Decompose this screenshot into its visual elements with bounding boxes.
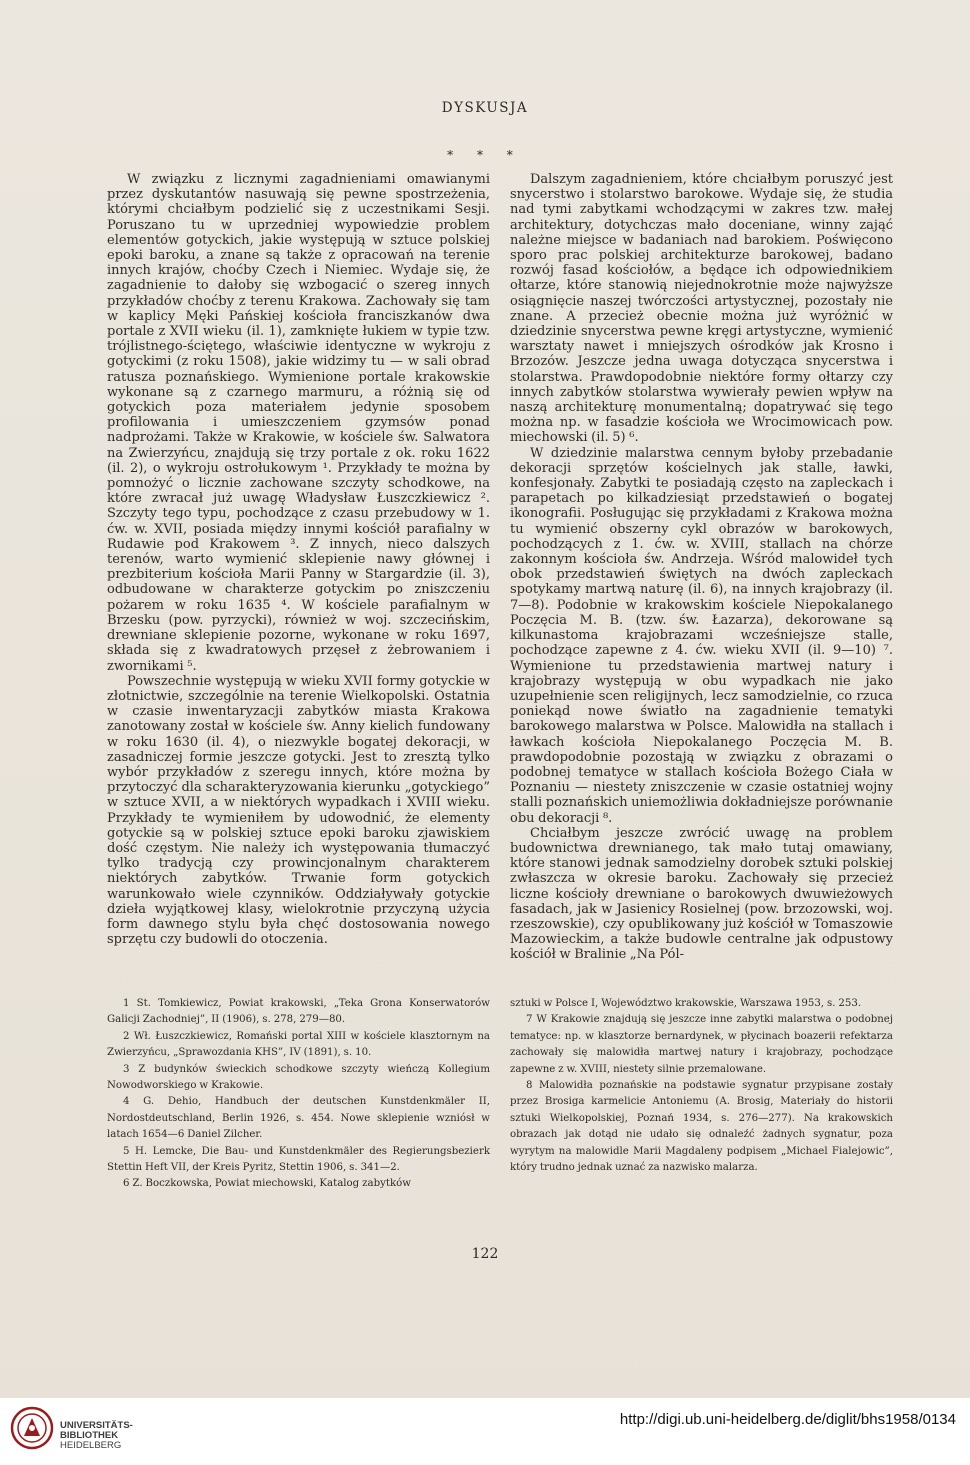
permalink-url[interactable]: http://digi.ub.uni-heidelberg.de/diglit/bhs1958/0134 (619, 1411, 956, 1428)
footnote: 7 W Krakowie znajdują się jeszcze inne zabytki malarstwa o podobnej tematyce: np. w klasztorze bernardynek, w płycinach boazerii refektarza zachowały się malowidła martwej natury i krajobrazy, pochodzące zapewne z w. XVIII, niestety silnie przemalowane. (510, 1014, 893, 1075)
footnote: 1 St. Tomkiewicz, Powiat krakowski, „Teka Grona Konserwatorów Galicji Zachodniej”, II (1906), s. 278, 279—80. (107, 998, 490, 1026)
footnotes-right (510, 996, 893, 1176)
footnote: 3 Z budynków świeckich schodkowe szczyty wieńczą Kollegium Nowodworskiego w Krakowie. (107, 1063, 490, 1092)
footnote: 5 H. Lemcke, Die Bau- und Kunstdenkmäler des Regierungsbezierk Stettin Heft VII, der Kreis Pyritz, Stettin 1906, s. 341—2. (107, 1145, 490, 1174)
footnote: 8 Malowidła poznańskie na podstawie sygnatur przypisane zostały przez Brosiga karmelicie Antoniemu (A. Brosig, Materiały do historii sztuki Wielkopolskiej, Poznań 1934, s. 276—277). Na krakowskich obrazach jak dotąd nie udało się odnaleźć żadnych sygnatur, poza wyrytym na malowidle Marii Magdaleny podpisem „Michael Fialejowic”, który trudno jednak uznać za nazwisko malarza. (510, 1080, 893, 1174)
section-separator: * * * (447, 148, 523, 162)
footnote: 4 G. Dehio, Handbuch der deutschen Kunstdenkmäler II, Nordostdeutschland, Berlin 1926, s. 454. Nowe sklepienie wzniósł w latach 1654—6 Daniel Zilcher. (107, 1096, 490, 1141)
running-header: DYSKUSJA (441, 100, 529, 116)
library-logo[interactable] (10, 1406, 210, 1456)
left-paragraph-1: W związku z licznymi zagadnieniami omawianymi przez dyskutantów nasuwają się pewne spostrzeżenia, którymi chciałbym podzielić się z uczestnikami Sesji. Poruszano tu w uprzedniej wypowiedzie problem elementów gotyckich, jakie występują w sztuce polskiej epoki baroku, a znane są także z opracowań na terenie innych krajów, choćby Czech i Niemiec. Wydaje się, że zagadnienie to dałoby się wzbogacić o szereg innych przykładów choćby z terenu Krakowa. Zachowały się tam w kaplicy Męki Pańskiej kościoła franciszkanów dwa portale z XVII wieku (il. 1), zamknięte łukiem w typie tzw. trójlistnego-ściętego, właściwie identyczne w wykroju z gotyckimi (z roku 1508), jakie widzimy tu — w sali obrad ratusza poznańskiego. Wymienione portale krakowskie wykonane są z czarnego marmuru, a różnią się od gotyckich poza materiałem jedynie sposobem profilowania i umieszczeniem gzymsów ponad nadprożami. Także w Krakowie, w kościele św. Salwatora na Zwierzyńcu, znajdują się trzy portale z ok. roku 1622 (il. 2), o wykroju ostrołukowym ¹. Przykłady te można by pomnożyć o licznie zachowane szczyty schodkowe, na które zwracał już uwagę Władysław Łuszczkiewicz ². Szczyty tego typu, pochodzące z czasu przebudowy w 1. ćw. w. XVII, posiada między innymi kościół parafialny w Rudawie pod Krakowem ³. Z innych, nieco dalszych terenów, warto wymienić sklepienie nawy głównej i prezbiterium kościoła Marii Panny w Stargardzie (il. 3), odbudowane w charakterze gotyckim po zniszczeniu pożarem w roku 1635 ⁴. W kościele parafialnym w Brzesku (pow. pyrzycki), również w woj. szczecińskim, drewniane sklepienie pozorne, wykonane w roku 1697, składa się z kwadratowych przęseł z żebrowaniem i zwornikami ⁵. (107, 172, 490, 674)
footnote-continuation: sztuki w Polsce I, Województwo krakowskie, Warszawa 1953, s. 253. (510, 998, 862, 1009)
university-seal-icon (10, 1406, 54, 1450)
footnote: 6 Z. Boczkowska, Powiat miechowski, Katalog zabytków (123, 1178, 411, 1190)
right-paragraph-2: W dziedzinie malarstwa cennym byłoby przebadanie dekoracji sprzętów kościelnych jak stalle, ławki, konfesjonały. Zabytki te posiadają często na zapleckach i parapetach po kilkadziesiąt przedstawień o bogatej ikonografii. Posługując się przykładami z Krakowa można tu wymienić obszerny cykl obrazów w barokowych, pochodzących z 1. ćw. w. XVIII, stallach na chórze zakonnym kościoła św. Andrzeja. Wśród malowideł tych obok przedstawień świętych na dwóch zapleckach spotykamy martwą naturę (il. 6), na innych krajobrazy (il. 7—8). Podobnie w krakowskim kościele Niepokalanego Poczęcia M. B. (tzw. św. Łazarza), dekorowane są kilkunastoma krajobrazami wcześniejsze stalle, pochodzące zapewne z 4. ćw. wieku XVII (il. 9—10) ⁷. Wymienione tu przedstawienia martwej natury i krajobrazy występują w obu wypadkach nie jako uzupełnienie scen religijnych, lecz samodzielnie, co rzuca poniekąd nowe światło na zagadnienie tematyki barokowego malarstwa w Polsce. Malowidła na stallach i ławkach kościoła Niepokalanego Poczęcia M. B. prawdopodobnie pozostają w związku z obrazami o podobnej tematyce w stallach kościoła Bożego Ciała w Poznaniu — niestety zniszczenie w czasie ostatniej wojny stalli poznańskich uniemożliwia dokładniejsze porównanie obu dekoracji ⁸. (510, 445, 893, 826)
right-column (510, 172, 893, 963)
page-number: 122 (471, 1246, 499, 1262)
left-paragraph-2: Powszechnie występują w wieku XVII formy gotyckie w złotnictwie, szczególnie na terenie Wielkopolski. Ostatnia w czasie inwentaryzacji zabytków miasta Krakowa zanotowany został w kościele św. Anny kielich fundowany w roku 1630 (il. 4), o niezwykle bogatej dekoracji, w zasadniczej formie jeszcze gotycki. Jest to zresztą tylko wybór przykładów z szeregu innych, które można by przytoczyć dla scharakteryzowania kierunku „gotyckiego” w sztuce XVII, a w niektórych wypadkach i XVIII wieku. Przykłady te wymieniłem by udowodnić, że elementy gotyckie są w polskiej sztuce epoki baroku zjawiskiem dość częstym. Nie należy ich występowania tłumaczyć tylko tradycją czy prowincjonalnym charakterem niektórych zabytków. Trwanie form gotyckich warunkowało wiele czynników. Oddziaływały gotyckie dzieła wyjątkowej klasy, wielokrotnie przyczyną użycia form dawnego stylu była chęć dostosowania nowego sprzętu czy budowli do otoczenia. (107, 673, 490, 948)
library-name: UNIVERSITÄTS- BIBLIOTHEK HEIDELBERG (60, 1420, 133, 1451)
right-paragraph-1: Dalszym zagadnieniem, które chciałbym poruszyć jest snycerstwo i stolarstwo barokowe. Wydaje się, że studia nad tymi zabytkami wchodzącymi w zakres tzw. małej architektury, dotychczas mało doceniane, winny zająć należne miejsce w badaniach nad barokiem. Poświęcono sporo prac polskiej architekturze barokowej, badano rozwój fasad kościołów, a będące ich odpowiednikiem ołtarze, które stanowią niejednokrotnie może najwyższe osiągnięcie naszej twórczości artystycznej, pozostały nie znane. A przecież obecnie można już wyróżnić w dziedzinie snycerstwa pewne kręgi artystyczne, wymienić warsztaty nawet i mniejszych ośrodków jak Krosno i Brzozów. Jeszcze jedna uwaga dotycząca snycerstwa i stolarstwa. Prawdopodobnie niektóre formy ołtarzy czy innych zabytków stolarstwa wywierały pewien wpływ na naszą architekturę monumentalną; dopatrywać się tego można np. w fasadzie kościoła we Wrocimowicach pow. miechowski (il. 5) ⁶. (510, 172, 893, 446)
footnote: 2 Wł. Łuszczkiewicz, Romański portal XIII w kościele klasztornym na Zwierzyńcu, „Sprawozdania KHS”, IV (1891), s. 10. (107, 1030, 490, 1059)
footnotes-left (107, 996, 490, 1193)
left-column (107, 172, 490, 947)
right-paragraph-3: Chciałbym jeszcze zwrócić uwagę na problem budownictwa drewnianego, tak mało tutaj omawiany, które stanowi jednak samodzielny dorobek sztuki polskiej zwłaszcza w okresie baroku. Zachowały się przecież liczne kościoły drewniane o barokowych dwuwieżowych fasadach, jak w Jasienicy Rosielnej (pow. brzozowski, woj. rzeszowskie), czy opublikowany już kościół w Tomaszowie Mazowieckim, a także budowle centralne jak odpustowy kościół w Bralinie „Na Pól- (510, 825, 893, 963)
viewer-footer (0, 1398, 970, 1465)
